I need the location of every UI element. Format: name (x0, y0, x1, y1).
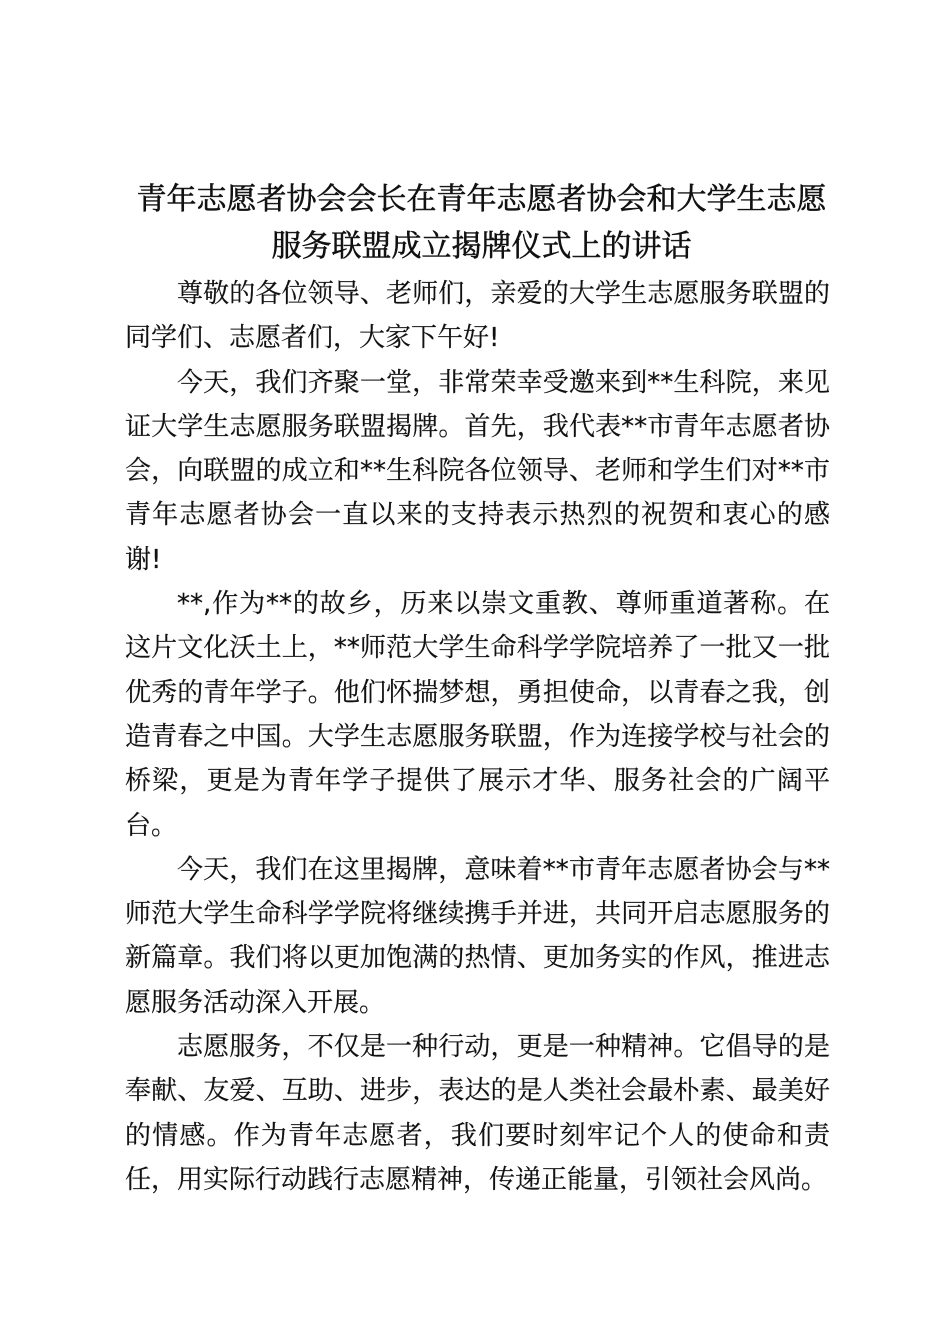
paragraph-greeting: 尊敬的各位领导、老师们，亲爱的大学生志愿服务联盟的同学们、志愿者们，大家下午好! (125, 279, 830, 354)
document-page (125, 176, 830, 1202)
paragraph-culture: **,作为**的故乡，历来以崇文重教、尊师重道著称。在这片文化沃土上，**师范大学生命科学学院培养了一批又一批优秀的青年学子。他们怀揣梦想，勇担使命，以青春之我，创造青春之中国。大学生志愿服务联盟，作为连接学校与社会的桥梁，更是为青年学子提供了展示才华、服务社会的广阔平台。 (125, 589, 830, 841)
paragraph-spirit: 志愿服务，不仅是一种行动，更是一种精神。它倡导的是奉献、友爱、互助、进步，表达的是人类社会最朴素、最美好的情感。作为青年志愿者，我们要时刻牢记个人的使命和责任，用实际行动践行志愿精神，传递正能量，引领社会风尚。 (125, 1032, 830, 1195)
document-body (125, 272, 830, 1202)
paragraph-unveiling: 今天，我们在这里揭牌，意味着**市青年志愿者协会与**师范大学生命科学学院将继续携手并进，共同开启志愿服务的新篇章。我们将以更加饱满的热情、更加务实的作风，推进志愿服务活动深入开展。 (125, 854, 830, 1018)
paragraph-welcome: 今天，我们齐聚一堂，非常荣幸受邀来到**生科院，来见证大学生志愿服务联盟揭牌。首先，我代表**市青年志愿者协会，向联盟的成立和**生科院各位领导、老师和学生们对**市青年志愿者协会一直以来的支持表示热烈的祝贺和衷心的感谢! (125, 367, 830, 575)
document-title: 青年志愿者协会会长在青年志愿者协会和大学生志愿服务联盟成立揭牌仪式上的讲话 (136, 182, 827, 264)
